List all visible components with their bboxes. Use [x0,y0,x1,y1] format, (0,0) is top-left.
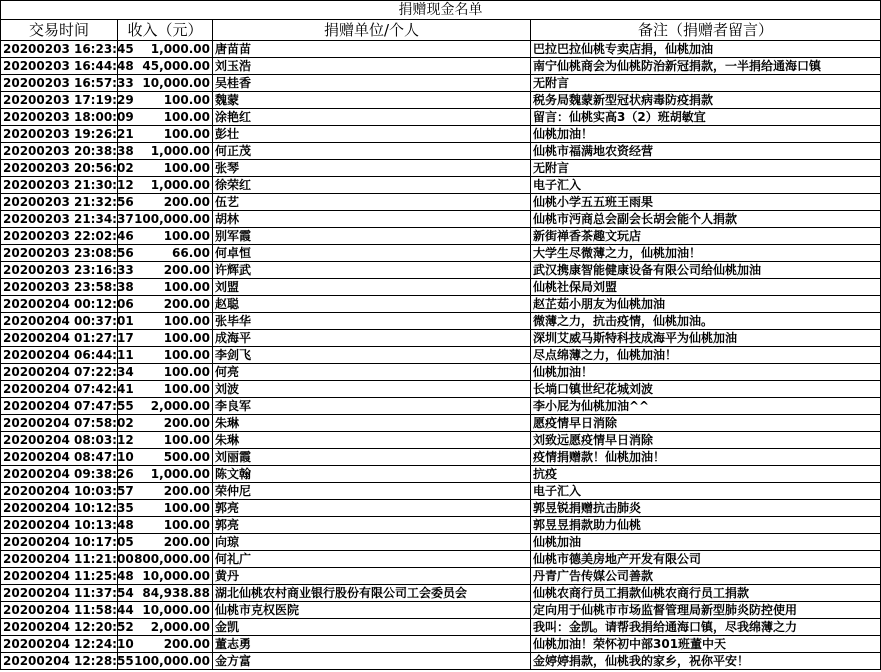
cell-time: 20200204 00:12:06 [1,296,118,313]
sheet-title: 捐赠现金名单 [1,1,881,20]
cell-donor: 张毕华 [213,313,531,330]
table-row [1,245,881,262]
table-row [1,194,881,211]
cell-time: 20200204 01:27:17 [1,330,118,347]
cell-time: 20200204 10:12:35 [1,500,118,517]
cell-note: 疫情捐赠款！仙桃加油！ [531,449,881,466]
table-row [1,653,881,670]
cell-time: 20200204 11:21:00 [1,551,118,568]
cell-amount: 100.00 [118,500,213,517]
cell-note: 仙桃市沔商总会副会长胡会能个人捐款 [531,211,881,228]
cell-donor: 向琼 [213,534,531,551]
cell-note: 巴拉巴拉仙桃专卖店捐，仙桃加油 [531,41,881,58]
cell-donor: 郭亮 [213,517,531,534]
table-row [1,177,881,194]
table-row [1,534,881,551]
cell-time: 20200204 07:58:02 [1,415,118,432]
cell-donor: 金方富 [213,653,531,670]
cell-note: 愿疫情早日消除 [531,415,881,432]
cell-note: 仙桃小学五五班王雨果 [531,194,881,211]
table-row [1,568,881,585]
cell-note: 无附言 [531,75,881,92]
cell-amount: 100.00 [118,347,213,364]
cell-donor: 荣仲尼 [213,483,531,500]
table-row [1,483,881,500]
cell-time: 20200203 16:57:33 [1,75,118,92]
cell-note: 仙桃加油！ [531,126,881,143]
cell-time: 20200203 20:38:38 [1,143,118,160]
cell-note: 赵芷茹小朋友为仙桃加油 [531,296,881,313]
table-row [1,347,881,364]
cell-amount: 800,000.00 [118,551,213,568]
table-row [1,432,881,449]
cell-amount: 1,000.00 [118,466,213,483]
cell-time: 20200203 18:00:09 [1,109,118,126]
cell-note: 仙桃社保局刘盟 [531,279,881,296]
cell-amount: 200.00 [118,262,213,279]
cell-amount: 500.00 [118,449,213,466]
cell-note: 李小屁为仙桃加油^^ [531,398,881,415]
cell-amount: 10,000.00 [118,568,213,585]
cell-time: 20200204 08:03:12 [1,432,118,449]
cell-note: 仙桃加油！荣怀初中部301班董中天 [531,636,881,653]
cell-time: 20200204 07:47:55 [1,398,118,415]
header-amount: 收入（元） [118,20,213,41]
cell-donor: 刘盟 [213,279,531,296]
cell-note: 我叫：金凯。请帮我捐给通海口镇，尽我绵薄之力 [531,619,881,636]
cell-time: 20200204 09:38:26 [1,466,118,483]
table-row [1,92,881,109]
cell-amount: 1,000.00 [118,143,213,160]
cell-amount: 1,000.00 [118,41,213,58]
cell-note: 定向用于仙桃市市场监督管理局新型肺炎防控使用 [531,602,881,619]
cell-note: 留言：仙桃实高3（2）班胡敏宜 [531,109,881,126]
table-row [1,551,881,568]
cell-time: 20200204 00:37:01 [1,313,118,330]
cell-note: 郭昱昱捐款助力仙桃 [531,517,881,534]
table-row [1,636,881,653]
cell-donor: 李剑飞 [213,347,531,364]
cell-time: 20200203 21:34:37 [1,211,118,228]
cell-note: 刘致远愿疫情早日消除 [531,432,881,449]
cell-note: 电子汇入 [531,483,881,500]
cell-time: 20200203 17:19:29 [1,92,118,109]
cell-amount: 100,000.00 [118,653,213,670]
table-row [1,466,881,483]
table-row [1,279,881,296]
table-row [1,585,881,602]
cell-amount: 45,000.00 [118,58,213,75]
cell-note: 武汉携康智能健康设备有限公司给仙桃加油 [531,262,881,279]
cell-amount: 100.00 [118,126,213,143]
cell-note: 南宁仙桃商会为仙桃防治新冠捐款，一半捐给通海口镇 [531,58,881,75]
cell-amount: 100.00 [118,432,213,449]
cell-donor: 赵聪 [213,296,531,313]
cell-amount: 100.00 [118,381,213,398]
cell-donor: 郭亮 [213,500,531,517]
cell-amount: 100.00 [118,92,213,109]
cell-amount: 200.00 [118,636,213,653]
cell-donor: 徐荣红 [213,177,531,194]
cell-amount: 10,000.00 [118,75,213,92]
cell-time: 20200204 11:25:48 [1,568,118,585]
cell-donor: 胡林 [213,211,531,228]
cell-time: 20200203 20:56:02 [1,160,118,177]
cell-donor: 朱琳 [213,415,531,432]
cell-donor: 湖北仙桃农村商业银行股份有限公司工会委员会 [213,585,531,602]
cell-time: 20200204 10:03:57 [1,483,118,500]
cell-note: 仙桃市德美房地产开发有限公司 [531,551,881,568]
title-row [1,1,881,20]
cell-note: 长埫口镇世纪花城刘波 [531,381,881,398]
table-row [1,415,881,432]
cell-note: 丹青广告传媒公司善款 [531,568,881,585]
cell-time: 20200204 10:13:48 [1,517,118,534]
cell-amount: 66.00 [118,245,213,262]
cell-note: 仙桃市福满地农资经营 [531,143,881,160]
table-row [1,364,881,381]
cell-note: 深圳艾威马斯特科技成海平为仙桃加油 [531,330,881,347]
cell-amount: 200.00 [118,296,213,313]
cell-note: 郭昱锐捐赠抗击肺炎 [531,500,881,517]
cell-time: 20200204 08:47:10 [1,449,118,466]
header-row [1,20,881,41]
cell-amount: 100.00 [118,109,213,126]
cell-donor: 许辉武 [213,262,531,279]
cell-donor: 何礼广 [213,551,531,568]
cell-donor: 伍艺 [213,194,531,211]
table-row [1,160,881,177]
cell-donor: 陈文翰 [213,466,531,483]
cell-amount: 2,000.00 [118,398,213,415]
cell-note: 尽点绵薄之力，仙桃加油！ [531,347,881,364]
cell-time: 20200204 10:17:05 [1,534,118,551]
cell-note: 电子汇入 [531,177,881,194]
table-row [1,211,881,228]
cell-time: 20200204 12:24:10 [1,636,118,653]
table-row [1,330,881,347]
cell-time: 20200204 07:22:34 [1,364,118,381]
cell-time: 20200204 06:44:11 [1,347,118,364]
cell-amount: 100.00 [118,160,213,177]
table-row [1,619,881,636]
table-row [1,126,881,143]
cell-amount: 100.00 [118,330,213,347]
cell-note: 抗疫 [531,466,881,483]
cell-amount: 2,000.00 [118,619,213,636]
cell-amount: 100,000.00 [118,211,213,228]
cell-time: 20200203 23:16:33 [1,262,118,279]
cell-amount: 200.00 [118,483,213,500]
cell-donor: 何亮 [213,364,531,381]
cell-note: 微薄之力，抗击疫情，仙桃加油。 [531,313,881,330]
cell-amount: 100.00 [118,313,213,330]
cell-time: 20200203 21:30:12 [1,177,118,194]
cell-donor: 金凯 [213,619,531,636]
table-row [1,398,881,415]
table-row [1,75,881,92]
cell-donor: 别军霞 [213,228,531,245]
cell-time: 20200204 07:42:41 [1,381,118,398]
cell-donor: 吴桂香 [213,75,531,92]
cell-time: 20200203 22:02:46 [1,228,118,245]
header-note: 备注（捐赠者留言） [531,20,881,41]
table-row [1,58,881,75]
cell-time: 20200203 21:32:56 [1,194,118,211]
cell-amount: 200.00 [118,194,213,211]
cell-note: 税务局魏蒙新型冠状病毒防疫捐款 [531,92,881,109]
cell-amount: 100.00 [118,364,213,381]
cell-donor: 何正茂 [213,143,531,160]
cell-time: 20200203 19:26:21 [1,126,118,143]
cell-donor: 成海平 [213,330,531,347]
cell-time: 20200203 16:44:48 [1,58,118,75]
cell-donor: 魏蒙 [213,92,531,109]
cell-amount: 100.00 [118,517,213,534]
cell-amount: 200.00 [118,415,213,432]
header-donor: 捐赠单位/个人 [213,20,531,41]
cell-donor: 仙桃市克权医院 [213,602,531,619]
cell-donor: 唐苗苗 [213,41,531,58]
table-row [1,41,881,58]
cell-donor: 董志勇 [213,636,531,653]
table-row [1,517,881,534]
cell-time: 20200204 12:28:55 [1,653,118,670]
table-row [1,313,881,330]
table-row [1,228,881,245]
cell-note: 新街禅香茶趣文玩店 [531,228,881,245]
cell-donor: 彭壮 [213,126,531,143]
cell-time: 20200204 12:20:52 [1,619,118,636]
cell-donor: 李良军 [213,398,531,415]
table-row [1,381,881,398]
cell-time: 20200204 11:58:44 [1,602,118,619]
cell-donor: 朱琳 [213,432,531,449]
cell-note: 大学生尽微薄之力，仙桃加油！ [531,245,881,262]
cell-time: 20200203 23:08:56 [1,245,118,262]
cell-note: 仙桃加油 [531,534,881,551]
table-row [1,262,881,279]
cell-donor: 刘玉浩 [213,58,531,75]
cell-note: 无附言 [531,160,881,177]
table-row [1,602,881,619]
table-row [1,500,881,517]
cell-donor: 刘丽霞 [213,449,531,466]
cell-amount: 100.00 [118,228,213,245]
cell-time: 20200203 16:23:45 [1,41,118,58]
table-row [1,296,881,313]
cell-donor: 刘波 [213,381,531,398]
cell-amount: 84,938.88 [118,585,213,602]
cell-note: 仙桃加油！ [531,364,881,381]
header-time: 交易时间 [1,20,118,41]
cell-amount: 10,000.00 [118,602,213,619]
cell-amount: 200.00 [118,534,213,551]
cell-time: 20200203 23:58:38 [1,279,118,296]
table-row [1,109,881,126]
table-row [1,143,881,160]
cell-amount: 1,000.00 [118,177,213,194]
cell-donor: 何卓恒 [213,245,531,262]
cell-time: 20200204 11:37:54 [1,585,118,602]
cell-amount: 100.00 [118,279,213,296]
cell-note: 金婷婷捐款，仙桃我的家乡，祝你平安！ [531,653,881,670]
cell-donor: 黄丹 [213,568,531,585]
cell-donor: 张琴 [213,160,531,177]
cell-donor: 涂艳红 [213,109,531,126]
cell-note: 仙桃农商行员工捐款仙桃农商行员工捐款 [531,585,881,602]
table-row [1,449,881,466]
